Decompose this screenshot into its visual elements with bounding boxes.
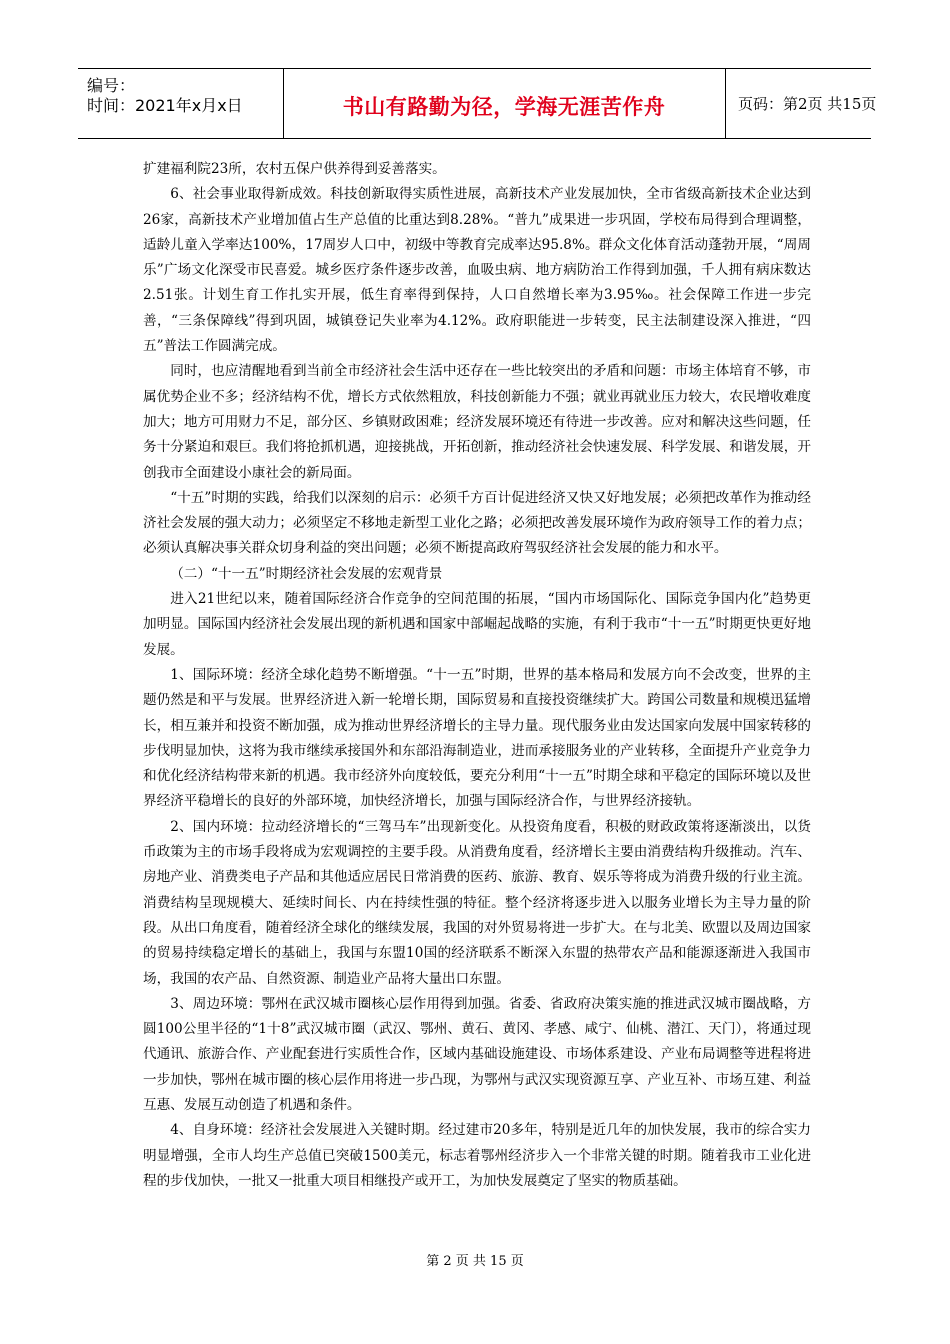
header-motto: 书山有路勤为径，学海无涯苦作舟: [342, 95, 666, 119]
header-motto-cell: [283, 69, 726, 138]
page-header: [78, 68, 877, 139]
header-page-cell: [726, 69, 877, 138]
header-meta-cell: [78, 69, 284, 138]
document-body: [143, 157, 811, 1194]
paragraph-domestic: 2、国内环境：拉动经济增长的“三驾马车”出现新变化。从投资角度看，积极的财政政策将逐渐淡出，以货币政策为主的市场手段将成为宏观调控的主要手段。从消费角度看，经济增长主要由消费结构升级推动。汽车、房地产业、消费类电子产品和其他适应居民日常消费的医药、旅游、教育、娱乐等将成为消费升级的行业主流。消费结构呈现规模大、延续时间长、内在持续性强的特征。整个经济将逐步进入以服务业增长为主导力量的阶段。从出口角度看，随着经济全球化的继续发展，我国的对外贸易将进一步扩大。在与北美、欧盟以及周边国家的贸易持续稳定增长的基础上，我国与东盟10国的经济联系不断深入东盟的热带农产品和能源逐渐进入我国市场，我国的农产品、自然资源、制造业产品将大量出口东盟。: [143, 818, 811, 987]
paragraph-international: 1、国际环境：经济全球化趋势不断增强。“十一五”时期，世界的基本格局和发展方向不会改变，世界的主题仍然是和平与发展。世界经济进入新一轮增长期，国际贸易和直接投资继续扩大。跨国公司数量和规模迅猛增长，相互兼并和投资不断加强，成为推动世界经济增长的主导力量。现代服务业由发达国家向发展中国家转移的步伐明显加快，这将为我市继续承接国外和东部沿海制造业，进而承接服务业的产业转移，全面提升产业竞争力和优化经济结构带来新的机遇。我市经济外向度较低，要充分利用“十一五”时期全球和平稳定的国际环境以及世界经济平稳增长的良好的外部环境，加快经济增长，加强与国际经济合作，与世界经济接轨。: [143, 666, 811, 810]
paragraph-continued: 扩建福利院23所，农村五保户供养得到妥善落实。: [143, 161, 446, 177]
paragraph-lessons: “十五”时期的实践，给我们以深刻的启示：必须千方百计促进经济又快又好地发展；必须把改革作为推动经济社会发展的强大动力；必须坚定不移地走新型工业化之路；必须把改善发展环境作为政府领导工作的着力点；必须认真解决事关群众切身利益的突出问题；必须不断提高政府驾驭经济社会发展的能力和水平。: [143, 489, 811, 557]
document-number-label: 编号：: [87, 76, 136, 95]
document-date-label: 时间：2021年x月x日: [87, 96, 243, 115]
paragraph-surrounding: 3、周边环境：鄂州在武汉城市圈核心层作用得到加强。省委、省政府决策实施的推进武汉城市圈战略，方圆100公里半径的“1十8”武汉城市圈（武汉、鄂州、黄石、黄冈、孝感、咸宁、仙桃、潜江、天门），将通过现代通讯、旅游合作、产业配套进行实质性合作，区域内基础设施建设、市场体系建设、产业布局调整等进程将进一步加快，鄂州在城市圈的核心层作用将进一步凸现，为鄂州与武汉实现资源互享、产业互补、市场互建、利益互惠、发展互动创造了机遇和条件。: [143, 995, 811, 1113]
header-page-info: 页码：第2页 共15页: [738, 95, 877, 113]
page-footer: 第 2 页 共 15 页: [426, 1254, 524, 1269]
paragraph-social-undertakings: 6、社会事业取得新成效。科技创新取得实质性进展，高新技术产业发展加快，全市省级高新技术企业达到26家，高新技术产业增加值占生产总值的比重达到8.28%。“普九”成果进一步巩固，学校布局得到合理调整，适龄儿童入学率达100%，17周岁人口中，初级中等教育完成率达95.8%。群众文化体育活动蓬勃开展，“周周乐”广场文化深受市民喜爱。城乡医疗条件逐步改善，血吸虫病、地方病防治工作得到加强，千人拥有病床数达2.51张。计划生育工作扎实开展，低生育率得到保持，人口自然增长率为3.95‰。社会保障工作进一步完善，“三条保障线”得到巩固，城镇登记失业率为4.12%。政府职能进一步转变，民主法制建设深入推进，“四五”普法工作圆满完成。: [143, 186, 811, 355]
paragraph-problems: 同时，也应清醒地看到当前全市经济社会生活中还存在一些比较突出的矛盾和问题：市场主体培育不够，市属优势企业不多；经济结构不优，增长方式依然粗放，科技创新能力不强；就业再就业压力较大，农民增收难度加大；地方可用财力不足，部分区、乡镇财政困难；经济发展环境还有待进一步改善。应对和解决这些问题，任务十分紧迫和艰巨。我们将抢抓机遇，迎接挑战，开拓创新，推动经济社会快速发展、科学发展、和谐发展，开创我市全面建设小康社会的新局面。: [143, 363, 811, 481]
paragraph-self: 4、自身环境：经济社会发展进入关键时期。经过建市20多年，特别是近几年的加快发展，我市的综合实力明显增强，全市人均生产总值已突破1500美元，标志着鄂州经济步入一个非常关键的时期。随着我市工业化进程的步伐加快，一批又一批重大项目相继投产或开工，为加快发展奠定了坚实的物质基础。: [143, 1122, 811, 1189]
paragraph-intro: 进入21世纪以来，随着国际经济合作竞争的空间范围的拓展，“国内市场国际化、国际竞争国内化”趋势更加明显。国际国内经济社会发展出现的新机遇和国家中部崛起战略的实施，有利于我市“十一五”时期更快更好地发展。: [143, 591, 811, 658]
section-heading: （二）“十一五”时期经济社会发展的宏观背景: [170, 565, 443, 582]
